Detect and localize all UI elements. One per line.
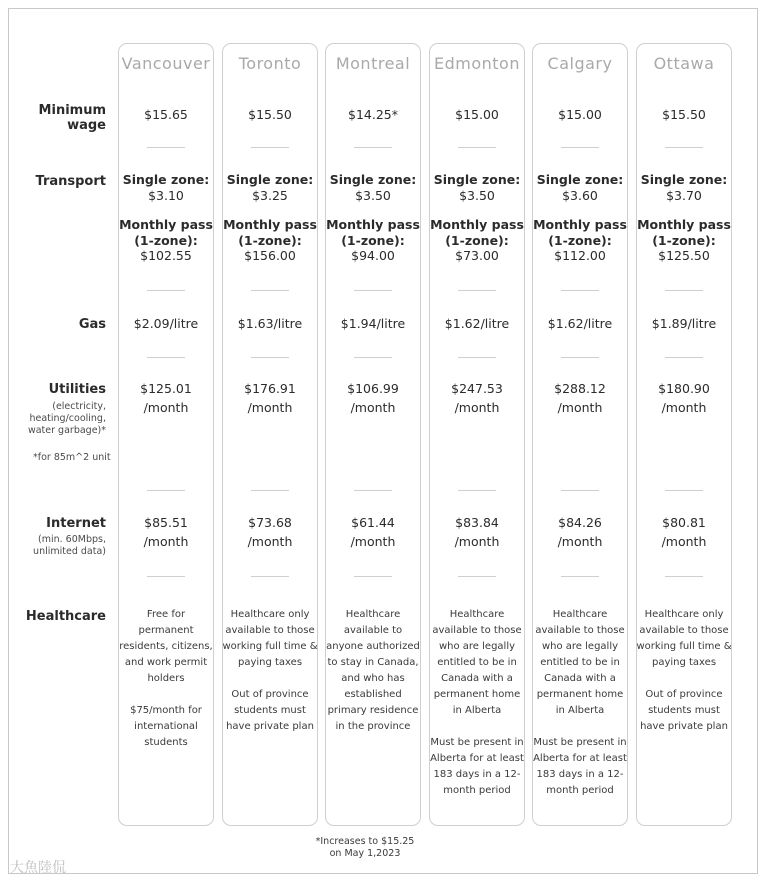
row-divider bbox=[354, 490, 392, 491]
internet-per-month: /month bbox=[350, 534, 396, 549]
healthcare-paragraph: Healthcare available to those who are legally entitled to be in Canada with a permanent home in Alberta bbox=[432, 609, 522, 716]
label-internet-note: (min. 60Mbps, unlimited data) bbox=[33, 534, 106, 557]
gas-value: $2.09/litre bbox=[133, 316, 199, 331]
internet-value: $84.26 bbox=[558, 515, 602, 530]
gas-value: $1.89/litre bbox=[651, 316, 717, 331]
row-divider bbox=[147, 576, 185, 577]
row-divider bbox=[561, 290, 599, 291]
row-divider bbox=[251, 290, 289, 291]
row-divider bbox=[354, 290, 392, 291]
gas-value: $1.94/litre bbox=[340, 316, 406, 331]
gas-value: $1.63/litre bbox=[237, 316, 303, 331]
utilities-per-month: /month bbox=[350, 400, 396, 415]
transport-monthly-value: $102.55 bbox=[140, 248, 192, 263]
utilities-per-month: /month bbox=[247, 400, 293, 415]
city-name: Edmonton bbox=[434, 54, 520, 73]
row-divider bbox=[251, 490, 289, 491]
internet-per-month: /month bbox=[247, 534, 293, 549]
internet-value: $83.84 bbox=[455, 515, 499, 530]
row-divider bbox=[665, 490, 703, 491]
label-internet: Internet bbox=[46, 516, 106, 531]
healthcare-paragraph: Healthcare only available to those working full time & paying taxes bbox=[222, 609, 318, 668]
label-utilities: Utilities bbox=[48, 382, 106, 397]
minimum-wage-footnote: *Increases to $15.25 on May 1,2023 bbox=[315, 836, 415, 859]
internet-per-month: /month bbox=[557, 534, 603, 549]
transport-single-label: Single zone: bbox=[640, 172, 728, 187]
transport-monthly-label: Monthly pass (1-zone): bbox=[326, 217, 420, 248]
minimum-wage-value: $15.50 bbox=[662, 107, 706, 122]
healthcare-text bbox=[636, 607, 732, 751]
utilities-value: $106.99 bbox=[347, 381, 399, 396]
row-divider bbox=[665, 357, 703, 358]
minimum-wage-value: $15.50 bbox=[248, 107, 292, 122]
label-utilities-note: (electricity, heating/cooling, water garbage)* bbox=[27, 401, 106, 436]
utilities-value: $288.12 bbox=[554, 381, 606, 396]
row-divider bbox=[458, 490, 496, 491]
row-divider bbox=[665, 147, 703, 148]
city-name: Toronto bbox=[238, 54, 302, 73]
utilities-value: $180.90 bbox=[658, 381, 710, 396]
label-minimum-wage: Minimum wage bbox=[38, 103, 106, 133]
internet-per-month: /month bbox=[454, 534, 500, 549]
minimum-wage-value: $15.00 bbox=[558, 107, 602, 122]
internet-per-month: /month bbox=[143, 534, 189, 549]
transport-monthly-label: Monthly pass (1-zone): bbox=[533, 217, 627, 248]
transport-single-value: $3.10 bbox=[148, 188, 184, 203]
healthcare-paragraph: Free for permanent residents, citizens, and work permit holders bbox=[119, 609, 213, 684]
row-divider bbox=[561, 147, 599, 148]
row-divider bbox=[251, 357, 289, 358]
row-divider bbox=[665, 290, 703, 291]
transport-single-label: Single zone: bbox=[433, 172, 521, 187]
internet-value: $85.51 bbox=[144, 515, 188, 530]
row-divider bbox=[458, 576, 496, 577]
transport-single-label: Single zone: bbox=[329, 172, 417, 187]
transport-monthly-value: $156.00 bbox=[244, 248, 296, 263]
city-name: Montreal bbox=[335, 54, 411, 73]
transport-monthly-label: Monthly pass (1-zone): bbox=[430, 217, 524, 248]
row-divider bbox=[354, 576, 392, 577]
healthcare-text bbox=[429, 607, 525, 815]
row-divider bbox=[354, 357, 392, 358]
healthcare-paragraph: Must be present in Alberta for at least 183 days in a 12-month period bbox=[533, 737, 627, 796]
row-divider bbox=[147, 490, 185, 491]
transport-monthly-value: $125.50 bbox=[658, 248, 710, 263]
transport-monthly-label: Monthly pass (1-zone): bbox=[119, 217, 213, 248]
minimum-wage-value: $15.65 bbox=[144, 107, 188, 122]
internet-value: $80.81 bbox=[662, 515, 706, 530]
internet-per-month: /month bbox=[661, 534, 707, 549]
transport-single-label: Single zone: bbox=[536, 172, 624, 187]
utilities-value: $125.01 bbox=[140, 381, 192, 396]
utilities-value: $247.53 bbox=[451, 381, 503, 396]
row-divider bbox=[561, 576, 599, 577]
row-divider bbox=[251, 576, 289, 577]
transport-monthly-value: $112.00 bbox=[554, 248, 606, 263]
healthcare-paragraph: Out of province students must have private plan bbox=[640, 689, 728, 732]
healthcare-text bbox=[222, 607, 318, 751]
healthcare-text bbox=[118, 607, 214, 767]
internet-value: $73.68 bbox=[248, 515, 292, 530]
minimum-wage-value: $14.25* bbox=[348, 107, 398, 122]
city-name: Ottawa bbox=[653, 54, 715, 73]
utilities-per-month: /month bbox=[557, 400, 603, 415]
healthcare-paragraph: $75/month for international students bbox=[130, 705, 202, 748]
transport-single-label: Single zone: bbox=[226, 172, 314, 187]
healthcare-paragraph: Healthcare only available to those working full time & paying taxes bbox=[636, 609, 732, 668]
row-divider bbox=[251, 147, 289, 148]
label-utilities-unit-note: *for 85m^2 unit bbox=[33, 452, 111, 463]
transport-monthly-value: $73.00 bbox=[455, 248, 499, 263]
healthcare-text bbox=[532, 607, 628, 815]
transport-single-value: $3.50 bbox=[355, 188, 391, 203]
label-healthcare: Healthcare bbox=[25, 609, 106, 624]
healthcare-paragraph: Healthcare available to anyone authorized to stay in Canada, and who has established primary residence in the province bbox=[326, 609, 420, 732]
healthcare-paragraph: Must be present in Alberta for at least 183 days in a 12-month period bbox=[430, 737, 524, 796]
healthcare-text bbox=[325, 607, 421, 751]
transport-single-value: $3.60 bbox=[562, 188, 598, 203]
utilities-value: $176.91 bbox=[244, 381, 296, 396]
row-divider bbox=[665, 576, 703, 577]
utilities-per-month: /month bbox=[661, 400, 707, 415]
utilities-per-month: /month bbox=[143, 400, 189, 415]
transport-monthly-label: Monthly pass (1-zone): bbox=[223, 217, 317, 248]
transport-monthly-label: Monthly pass (1-zone): bbox=[637, 217, 731, 248]
transport-single-value: $3.25 bbox=[252, 188, 288, 203]
gas-value: $1.62/litre bbox=[547, 316, 613, 331]
row-divider bbox=[354, 147, 392, 148]
row-divider bbox=[561, 357, 599, 358]
city-name: Calgary bbox=[547, 54, 613, 73]
transport-single-value: $3.50 bbox=[459, 188, 495, 203]
transport-monthly-value: $94.00 bbox=[351, 248, 395, 263]
label-transport: Transport bbox=[35, 174, 106, 189]
row-divider bbox=[458, 290, 496, 291]
city-name: Vancouver bbox=[121, 54, 211, 73]
row-divider bbox=[147, 357, 185, 358]
row-divider bbox=[147, 290, 185, 291]
transport-single-value: $3.70 bbox=[666, 188, 702, 203]
row-divider bbox=[561, 490, 599, 491]
row-divider bbox=[458, 147, 496, 148]
utilities-per-month: /month bbox=[454, 400, 500, 415]
internet-value: $61.44 bbox=[351, 515, 395, 530]
healthcare-paragraph: Healthcare available to those who are legally entitled to be in Canada with a permanent home in Alberta bbox=[535, 609, 625, 716]
row-divider bbox=[458, 357, 496, 358]
watermark-logo: 大魚陸侃 bbox=[10, 860, 66, 876]
transport-single-label: Single zone: bbox=[122, 172, 210, 187]
label-gas: Gas bbox=[78, 317, 106, 332]
gas-value: $1.62/litre bbox=[444, 316, 510, 331]
minimum-wage-value: $15.00 bbox=[455, 107, 499, 122]
row-divider bbox=[147, 147, 185, 148]
healthcare-paragraph: Out of province students must have private plan bbox=[226, 689, 314, 732]
